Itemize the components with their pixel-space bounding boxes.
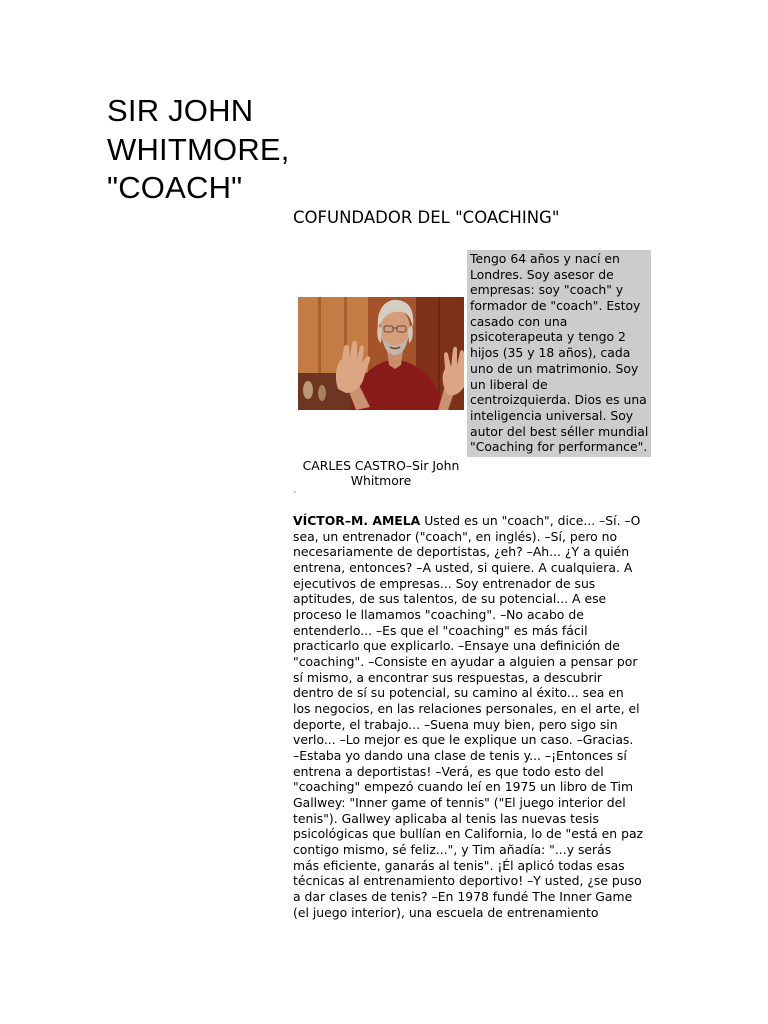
body-line: verlo... –Lo mejor es que le explique un caso. –Gracias. [293, 732, 634, 748]
body-line: (el juego interior), una escuela de entrenamiento [293, 904, 599, 920]
profile-box-line: formador de "coach". Estoy [470, 298, 641, 314]
photo-caption-line: CARLES CASTRO–Sir John [302, 458, 460, 473]
body-line: "coaching". –Consiste en ayudar a alguien a pensar por [293, 654, 638, 670]
profile-box-line: "Coaching for performance". [470, 439, 648, 455]
profile-box-line: un liberal de [470, 376, 548, 392]
article-title-line: SIR JOHN [107, 93, 254, 128]
byline: VÍCTOR–M. AMELA [293, 513, 421, 528]
body-line: aptitudes, de sus talentos, de su potencial... A ese [293, 591, 607, 607]
body-line: ejecutivos de empresas... Soy entrenador de sus [293, 575, 596, 591]
body-line: sea, un entrenador ("coach", en inglés). –Sí, pero no [293, 528, 618, 544]
body-line: técnicas al entrenamiento deportivo! –Y usted, ¿se puso [293, 873, 642, 889]
profile-box-line: uno de un matrimonio. Soy [470, 360, 639, 376]
body-line: a dar clases de tenis? –En 1978 fundé The Inner Game [293, 889, 633, 905]
profile-box-line: casado con una [470, 313, 568, 329]
body-line: tenis"). Gallwey aplicaba al tenis las nuevas tesis [293, 810, 599, 826]
profile-box-line: autor del best séller mundial [470, 423, 649, 439]
body-line: más eficiente, ganarás al tenis". ¡Él aplicó todas esas [293, 857, 625, 873]
body-line: entrena, entonces? –A usted, si quiere. A cualquiera. A [293, 560, 633, 576]
article-subtitle: COFUNDADOR DEL "COACHING" [293, 208, 560, 227]
body-line: entrena a deportistas! –Verá, es que todo esto del [293, 763, 604, 779]
article-body [293, 513, 643, 920]
body-line: sí mismo, a encontrar sus respuestas, a descubrir [293, 669, 602, 685]
article-title [107, 92, 290, 208]
portrait-photo-image [298, 297, 464, 410]
photo-caption [281, 458, 481, 488]
body-line: los negocios, en las relaciones personales, en el arte, el [293, 701, 640, 717]
separator-mark: . [293, 482, 297, 496]
body-line: practicarlo que explicarlo. –Ensaye una definición de [293, 638, 620, 654]
portrait-photo [298, 297, 464, 410]
profile-box-line: empresas: soy "coach" y [470, 282, 624, 298]
body-line: necesariamente de deportistas, ¿eh? –Ah... ¿Y a quién [293, 544, 630, 560]
body-line: entenderlo... –Es que el "coaching" es más fácil [293, 622, 588, 638]
article-title-line: "COACH" [107, 170, 243, 205]
profile-box-line: psicoterapeuta y tengo 2 [470, 329, 626, 345]
article-title-line: WHITMORE, [107, 131, 290, 167]
profile-box-line: centroizquierda. Dios es una [470, 392, 647, 408]
profile-box-line: Londres. Soy asesor de [470, 266, 614, 282]
body-line: contigo mismo, sé feliz...", y Tim añadía: "...y serás [293, 842, 612, 858]
body-line-text: Usted es un "coach", dice... –Sí. –O [424, 513, 641, 528]
body-line: "coaching" empezó cuando leí en 1975 un libro de Tim [293, 779, 634, 795]
body-line: deporte, el trabajo... –Suena muy bien, pero sigo sin [293, 716, 618, 732]
photo-caption-line: Whitmore [350, 473, 412, 488]
body-line: proceso le llamamos "coaching". –No acabo de [293, 607, 584, 623]
profile-box [467, 250, 651, 457]
body-line: dentro de sí su potencial, su camino al éxito... sea en [293, 685, 624, 701]
profile-box-line: hijos (35 y 18 años), cada [470, 345, 631, 361]
body-line [293, 513, 643, 529]
profile-box-line: inteligencia universal. Soy [470, 407, 634, 423]
profile-box-line: Tengo 64 años y nací en [470, 251, 620, 266]
body-line: psicológicas que bullían en California, lo de "está en paz [293, 826, 644, 842]
body-line: Gallwey: "Inner game of tennis" ("El juego interior del [293, 795, 626, 811]
body-line: –Estaba yo dando una clase de tenis y... –¡Entonces sí [293, 748, 627, 764]
